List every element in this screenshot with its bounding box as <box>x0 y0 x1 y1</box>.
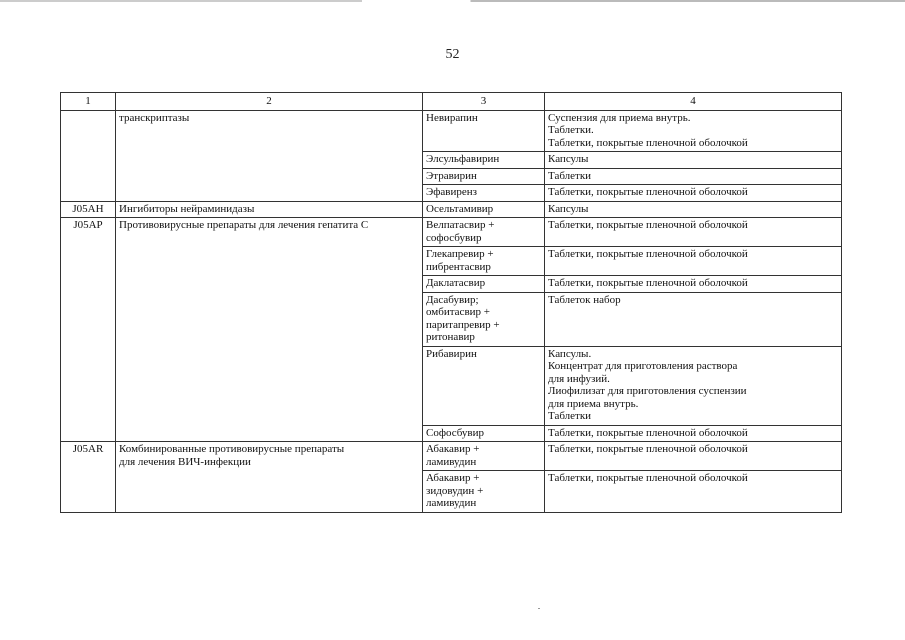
drug-name-cell <box>423 110 545 152</box>
drug-name-line: Эфавиренз <box>426 186 477 198</box>
drug-name-cell <box>423 471 545 513</box>
header-col-1: 1 <box>61 93 116 111</box>
dosage-form-line: Таблетки, покрытые пленочной оболочкой <box>548 136 748 149</box>
drug-name-line: ламивудин <box>426 455 477 468</box>
table-row <box>61 110 842 152</box>
drug-list-table <box>60 92 842 513</box>
dosage-form-line: Капсулы <box>548 153 589 165</box>
dosage-form-cell <box>545 185 842 202</box>
drug-name-line: ритонавир <box>426 331 475 343</box>
dosage-form-line: Таблетки, покрытые пленочной оболочкой <box>548 248 748 260</box>
drug-name-line: омбитасвир + <box>426 306 490 318</box>
table-row <box>61 218 842 247</box>
dosage-form-line: Таблетки, покрытые пленочной оболочкой <box>548 426 748 439</box>
drug-name-line: Абакавир + <box>426 443 480 455</box>
pharma-group-cell: Противовирусные препараты для лечения гепатита С <box>116 218 423 442</box>
dosage-form-cell <box>545 110 842 152</box>
drug-name-cell <box>423 201 545 218</box>
page-number: 52 <box>445 47 460 62</box>
pharma-group-cell: транскриптазы <box>116 110 423 201</box>
drug-name-line: зидовудин + <box>426 484 484 497</box>
dosage-form-cell <box>545 276 842 293</box>
atc-code-cell: J05AH <box>61 201 116 218</box>
dosage-form-line: Таблетки, покрытые пленочной оболочкой <box>548 277 748 289</box>
drug-name-line: Софосбувир <box>426 426 485 439</box>
dosage-form-line: Лиофилизат для приготовления суспензии <box>548 385 747 397</box>
drug-name-line: Даклатасвир <box>426 277 486 289</box>
drug-name-line: Этравирин <box>426 169 477 182</box>
drug-name-cell <box>423 442 545 471</box>
dosage-form-line: Таблетки, покрытые пленочной оболочкой <box>548 472 748 484</box>
dosage-form-line: Таблетки, покрытые пленочной оболочкой <box>548 186 748 198</box>
drug-name-line: софосбувир <box>426 231 482 244</box>
dosage-form-cell <box>545 201 842 218</box>
dosage-form-line: Капсулы. <box>548 347 592 360</box>
dosage-form-line: Таблетки <box>548 169 592 182</box>
drug-name-line: Осельтамивир <box>426 202 494 215</box>
pharma-group-cell: Комбинированные противовирусные препараты для лечения ВИЧ-инфекции <box>116 442 423 513</box>
table-header-row <box>61 93 842 111</box>
drug-name-cell <box>423 168 545 185</box>
drug-name-line: Глекапревир + <box>426 248 494 260</box>
drug-name-line: Дасабувир; <box>426 293 479 306</box>
drug-name-cell <box>423 247 545 276</box>
pharma-group-cell: Ингибиторы нейраминидазы <box>116 201 423 218</box>
header-col-2: 2 <box>116 93 423 111</box>
dosage-form-cell <box>545 292 842 346</box>
drug-name-line: пибрентасвир <box>426 260 491 273</box>
atc-code-cell <box>61 110 116 201</box>
drug-name-cell <box>423 346 545 425</box>
dosage-form-line: для приема внутрь. <box>548 397 639 410</box>
drug-name-cell <box>423 218 545 247</box>
atc-code-cell: J05AP <box>61 218 116 442</box>
header-col-3: 3 <box>423 93 545 111</box>
drug-name-line: Абакавир + <box>426 472 480 484</box>
drug-name-line: ламивудин <box>426 497 477 509</box>
dosage-form-cell <box>545 425 842 442</box>
drug-name-line: Элсульфавирин <box>426 153 500 165</box>
table-row <box>61 442 842 471</box>
dosage-form-line: Таблетки, покрытые пленочной оболочкой <box>548 219 748 231</box>
dosage-form-line: Капсулы <box>548 202 589 215</box>
atc-code-cell: J05AR <box>61 442 116 513</box>
table-body <box>61 110 842 512</box>
dosage-form-cell <box>545 152 842 169</box>
drug-name-cell <box>423 185 545 202</box>
dosage-form-cell <box>545 218 842 247</box>
table-row <box>61 201 842 218</box>
drug-name-line: Рибавирин <box>426 347 477 360</box>
drug-name-cell <box>423 292 545 346</box>
dosage-form-line: Таблетки <box>548 410 592 422</box>
dosage-form-cell <box>545 247 842 276</box>
dosage-form-line: Таблетки, покрытые пленочной оболочкой <box>548 443 748 455</box>
dosage-form-line: для инфузий. <box>548 372 610 385</box>
scan-speck <box>538 608 540 609</box>
dosage-form-line: Концентрат для приготовления раствора <box>548 360 738 372</box>
header-col-4: 4 <box>545 93 842 111</box>
dosage-form-cell <box>545 168 842 185</box>
drug-name-cell <box>423 152 545 169</box>
scan-edge-artifact <box>0 0 905 2</box>
drug-name-cell <box>423 425 545 442</box>
dosage-form-cell <box>545 346 842 425</box>
drug-name-line: Велпатасвир + <box>426 219 495 231</box>
dosage-form-cell <box>545 471 842 513</box>
drug-name-line: паритапревир + <box>426 318 500 331</box>
drug-name-cell <box>423 276 545 293</box>
dosage-form-line: Таблеток набор <box>548 293 621 306</box>
dosage-form-line: Суспензия для приема внутрь. <box>548 111 691 124</box>
dosage-form-cell <box>545 442 842 471</box>
drug-name-line: Невирапин <box>426 111 478 124</box>
dosage-form-line: Таблетки. <box>548 124 594 136</box>
